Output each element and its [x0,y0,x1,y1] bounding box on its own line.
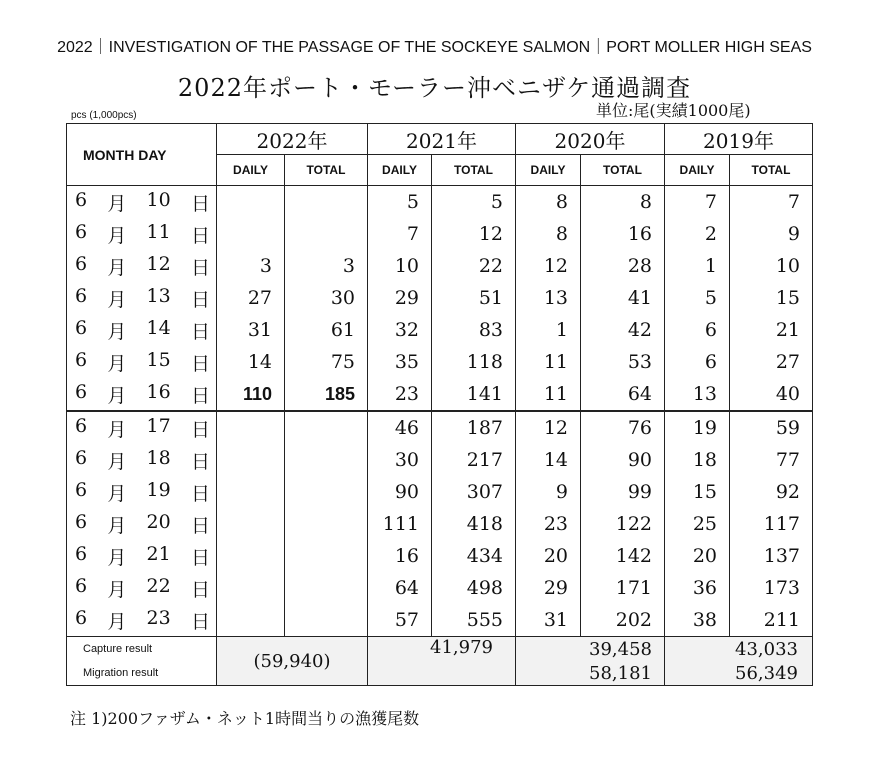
migration-result-label: Migration result [67,661,217,686]
month-day-cell [67,604,217,637]
daily-2019-cell: 5 [665,282,730,314]
month-day-cell [67,476,217,508]
month-number: 6 [75,510,88,533]
month-number: 6 [75,188,88,211]
table-row [67,186,813,219]
day-number: 17 [146,414,171,437]
total-2020-cell: 122 [581,508,665,540]
daily-2020-cell: 8 [516,186,581,219]
daily-2019-cell: 38 [665,604,730,637]
table-row [67,444,813,476]
table-row [67,604,813,637]
migration-2020: 58,181 [516,661,665,686]
total-header: TOTAL [432,155,516,186]
month-number: 6 [75,348,88,371]
total-2021-cell: 555 [432,604,516,637]
daily-2019-cell: 7 [665,186,730,219]
total-2020-cell: 171 [581,572,665,604]
daily-2021-cell: 46 [368,411,432,444]
daily-2019-cell: 36 [665,572,730,604]
month-day-cell [67,218,217,250]
total-2022-cell [285,604,368,637]
table-row [67,508,813,540]
daily-header: DAILY [516,155,581,186]
month-number: 6 [75,478,88,501]
month-number: 6 [75,252,88,275]
total-2022-cell [285,476,368,508]
total-2020-cell: 41 [581,282,665,314]
day-kanji: 日 [190,288,210,311]
total-2022-cell [285,508,368,540]
units-label: 単位:尾(実績1000尾) [596,101,751,120]
daily-2022-cell [217,572,285,604]
day-kanji: 日 [190,352,210,375]
daily-2020-cell: 31 [516,604,581,637]
total-2022-cell: 75 [285,346,368,378]
table-title: 2022年ポート・モーラー沖ベニザケ通過調査 [177,74,692,102]
month-kanji: 月 [107,320,127,343]
month-kanji: 月 [107,514,127,537]
day-number: 18 [146,446,171,469]
day-number: 20 [146,510,171,533]
daily-2019-cell: 6 [665,314,730,346]
table-row [67,411,813,444]
day-kanji: 日 [190,192,210,215]
month-kanji: 月 [107,288,127,311]
daily-2022-cell [217,411,285,444]
total-header: TOTAL [730,155,813,186]
daily-2021-cell: 23 [368,378,432,411]
month-number: 6 [75,380,88,403]
month-number: 6 [75,574,88,597]
daily-2020-cell: 14 [516,444,581,476]
total-2019-cell: 40 [730,378,813,411]
total-2020-cell: 99 [581,476,665,508]
total-2022-cell [285,540,368,572]
daily-2022-cell: 3 [217,250,285,282]
total-2019-cell: 77 [730,444,813,476]
year-header-2019: 2019年 [665,124,813,155]
total-2019-cell: 59 [730,411,813,444]
daily-2021-cell: 32 [368,314,432,346]
day-number: 19 [146,478,171,501]
month-number: 6 [75,606,88,629]
month-day-cell [67,411,217,444]
total-2021-cell: 83 [432,314,516,346]
month-number: 6 [75,414,88,437]
total-2021-cell: 12 [432,218,516,250]
month-kanji: 月 [107,482,127,505]
total-2020-cell: 202 [581,604,665,637]
capture-2020: 39,458 [516,637,665,662]
daily-2021-cell: 5 [368,186,432,219]
table-row [67,250,813,282]
capture-2019: 43,033 [665,637,813,662]
daily-2020-cell: 12 [516,411,581,444]
daily-2021-cell: 64 [368,572,432,604]
daily-2022-cell: 31 [217,314,285,346]
total-2019-cell: 10 [730,250,813,282]
day-number: 23 [146,606,171,629]
day-kanji: 日 [190,546,210,569]
total-2020-cell: 8 [581,186,665,219]
migration-2019: 56,349 [665,661,813,686]
capture-2021: 41,979 [368,637,516,686]
day-number: 12 [146,252,171,275]
daily-2022-cell: 14 [217,346,285,378]
total-2021-cell: 187 [432,411,516,444]
daily-2021-cell: 10 [368,250,432,282]
month-kanji: 月 [107,610,127,633]
total-2019-cell: 137 [730,540,813,572]
day-number: 10 [146,188,171,211]
daily-2022-cell [217,508,285,540]
daily-header: DAILY [665,155,730,186]
month-number: 6 [75,316,88,339]
daily-2020-cell: 11 [516,346,581,378]
daily-2019-cell: 15 [665,476,730,508]
table-row [67,314,813,346]
year-header-2022: 2022年 [217,124,368,155]
daily-2020-cell: 23 [516,508,581,540]
day-kanji: 日 [190,384,210,407]
day-kanji: 日 [190,610,210,633]
month-day-cell [67,378,217,411]
daily-2022-cell [217,218,285,250]
month-day-cell [67,250,217,282]
daily-2020-cell: 13 [516,282,581,314]
month-day-header: MONTH DAY [67,124,217,186]
month-number: 6 [75,284,88,307]
year-header-2020: 2020年 [516,124,665,155]
table-row [67,346,813,378]
day-kanji: 日 [190,418,210,441]
total-2020-cell: 28 [581,250,665,282]
day-kanji: 日 [190,514,210,537]
total-2021-cell: 118 [432,346,516,378]
total-2019-cell: 173 [730,572,813,604]
day-number: 13 [146,284,171,307]
month-kanji: 月 [107,192,127,215]
day-number: 11 [146,220,171,243]
month-kanji: 月 [107,352,127,375]
day-number: 14 [146,316,171,339]
month-day-cell [67,282,217,314]
daily-header: DAILY [217,155,285,186]
daily-2019-cell: 25 [665,508,730,540]
table-row [67,540,813,572]
daily-2020-cell: 11 [516,378,581,411]
total-header: TOTAL [581,155,665,186]
daily-2021-cell: 30 [368,444,432,476]
capture-result-label: Capture result [67,637,217,662]
total-2022-cell: 30 [285,282,368,314]
month-number: 6 [75,542,88,565]
daily-2022-cell: 110 [217,378,285,411]
capture-2022: (59,940) [217,637,368,686]
day-number: 16 [146,380,171,403]
day-number: 22 [146,574,171,597]
day-kanji: 日 [190,578,210,601]
month-kanji: 月 [107,224,127,247]
daily-2022-cell [217,444,285,476]
total-2019-cell: 27 [730,346,813,378]
month-number: 6 [75,220,88,243]
daily-2019-cell: 13 [665,378,730,411]
month-day-cell [67,314,217,346]
total-2021-cell: 498 [432,572,516,604]
table-row [67,476,813,508]
daily-2020-cell: 1 [516,314,581,346]
total-2019-cell: 92 [730,476,813,508]
month-kanji: 月 [107,546,127,569]
daily-2022-cell [217,540,285,572]
total-2019-cell: 7 [730,186,813,219]
day-kanji: 日 [190,482,210,505]
table-row [67,218,813,250]
month-kanji: 月 [107,384,127,407]
total-2021-cell: 5 [432,186,516,219]
day-number: 21 [146,542,171,565]
total-2022-cell: 185 [285,378,368,411]
total-2022-cell [285,186,368,219]
total-2021-cell: 22 [432,250,516,282]
daily-2020-cell: 8 [516,218,581,250]
daily-2022-cell: 27 [217,282,285,314]
total-2019-cell: 15 [730,282,813,314]
daily-2021-cell: 16 [368,540,432,572]
total-2020-cell: 42 [581,314,665,346]
month-number: 6 [75,446,88,469]
total-2021-cell: 141 [432,378,516,411]
month-day-cell [67,540,217,572]
day-kanji: 日 [190,224,210,247]
daily-2022-cell [217,476,285,508]
daily-2019-cell: 20 [665,540,730,572]
daily-2019-cell: 19 [665,411,730,444]
daily-2021-cell: 7 [368,218,432,250]
total-2020-cell: 16 [581,218,665,250]
page-caption: 2022｜INVESTIGATION OF THE PASSAGE OF THE SOCKEYE SALMON｜PORT MOLLER HIGH SEAS [57,39,812,56]
day-number: 15 [146,348,171,371]
month-kanji: 月 [107,578,127,601]
daily-2020-cell: 29 [516,572,581,604]
total-2022-cell: 61 [285,314,368,346]
daily-2021-cell: 90 [368,476,432,508]
total-2022-cell [285,572,368,604]
daily-2021-cell: 111 [368,508,432,540]
daily-2021-cell: 35 [368,346,432,378]
month-kanji: 月 [107,418,127,441]
daily-2019-cell: 6 [665,346,730,378]
total-2020-cell: 53 [581,346,665,378]
month-day-cell [67,186,217,219]
total-2021-cell: 217 [432,444,516,476]
total-2019-cell: 211 [730,604,813,637]
month-day-cell [67,346,217,378]
total-2022-cell [285,218,368,250]
total-2021-cell: 418 [432,508,516,540]
total-header: TOTAL [285,155,368,186]
daily-2022-cell [217,186,285,219]
total-2019-cell: 21 [730,314,813,346]
daily-2019-cell: 2 [665,218,730,250]
salmon-passage-table [66,123,813,686]
year-header-2021: 2021年 [368,124,516,155]
daily-2022-cell [217,604,285,637]
total-2021-cell: 51 [432,282,516,314]
daily-2021-cell: 29 [368,282,432,314]
daily-header: DAILY [368,155,432,186]
month-day-cell [67,508,217,540]
month-kanji: 月 [107,450,127,473]
table-row [67,572,813,604]
daily-2021-cell: 57 [368,604,432,637]
total-2019-cell: 9 [730,218,813,250]
total-2020-cell: 142 [581,540,665,572]
daily-2020-cell: 20 [516,540,581,572]
total-2020-cell: 76 [581,411,665,444]
month-day-cell [67,444,217,476]
total-2021-cell: 307 [432,476,516,508]
total-2020-cell: 90 [581,444,665,476]
day-kanji: 日 [190,256,210,279]
month-kanji: 月 [107,256,127,279]
daily-2020-cell: 12 [516,250,581,282]
footnote: 注 1)200ファザム・ネット1時間当りの漁獲尾数 [70,709,420,728]
total-2020-cell: 64 [581,378,665,411]
daily-2019-cell: 18 [665,444,730,476]
total-2022-cell [285,444,368,476]
total-2022-cell [285,411,368,444]
table-row [67,378,813,411]
total-2022-cell: 3 [285,250,368,282]
total-2019-cell: 117 [730,508,813,540]
total-2021-cell: 434 [432,540,516,572]
pcs-label: pcs (1,000pcs) [71,110,137,121]
daily-2020-cell: 9 [516,476,581,508]
month-day-cell [67,572,217,604]
day-kanji: 日 [190,450,210,473]
day-kanji: 日 [190,320,210,343]
daily-2019-cell: 1 [665,250,730,282]
table-row [67,282,813,314]
